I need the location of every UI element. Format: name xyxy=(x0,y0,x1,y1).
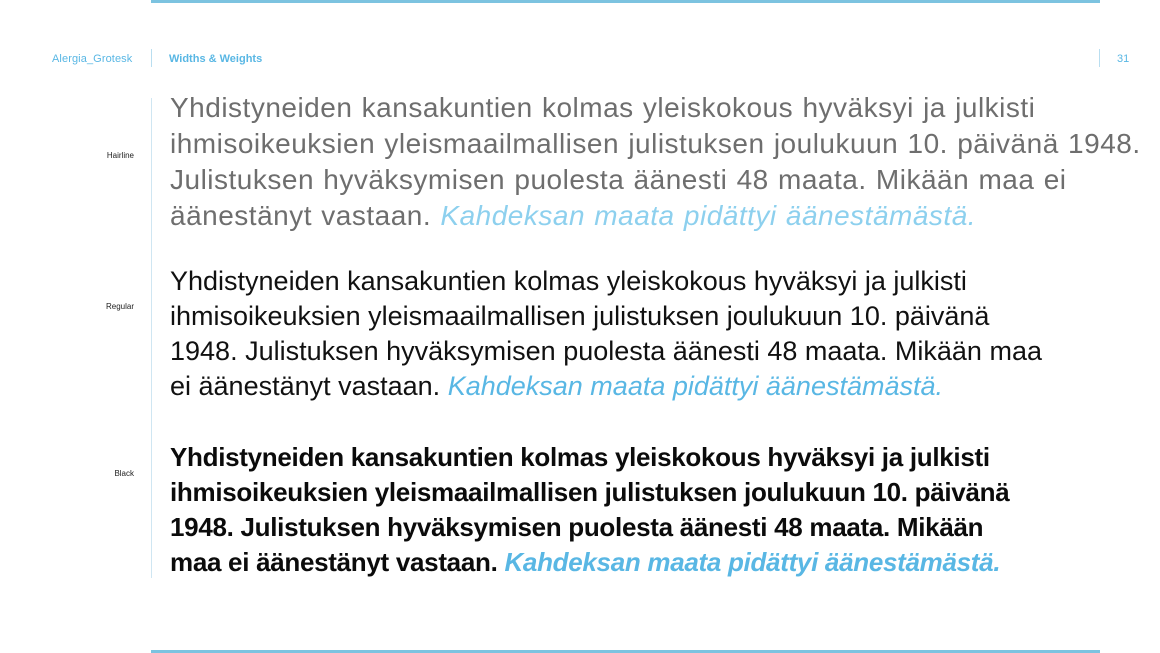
sample-line: ihmisoikeuksien yleismaailmallisen julistuksen joulukuun 10. päivänä 1948. xyxy=(170,128,1141,159)
weight-label-regular: Regular xyxy=(105,302,134,311)
sample-line: Yhdistyneiden kansakuntien kolmas yleiskokous hyväksyi ja julkisti xyxy=(170,442,990,472)
sample-italic-text: Kahdeksan maata pidättyi äänestämästä. xyxy=(504,547,1001,577)
sample-text: maa ei äänestänyt vastaan. xyxy=(170,547,498,577)
sample-line: 1948. Julistuksen hyväksymisen puolesta äänesti 48 maata. Mikään xyxy=(170,512,984,542)
sample-line: 1948. Julistuksen hyväksymisen puolesta äänesti 48 maata. Mikään maa xyxy=(170,336,1042,366)
sample-regular xyxy=(170,264,1115,404)
sample-line: Yhdistyneiden kansakuntien kolmas yleiskokous hyväksyi ja julkisti xyxy=(170,92,1036,123)
header-divider-right xyxy=(1099,49,1100,67)
sample-italic-text: Kahdeksan maata pidättyi äänestämästä. xyxy=(440,200,977,231)
sample-line: ihmisoikeuksien yleismaailmallisen julistuksen joulukuun 10. päivänä xyxy=(170,301,990,331)
font-name-label: Alergia_Grotesk xyxy=(52,53,133,65)
page-number: 31 xyxy=(1117,53,1130,65)
sample-text: ei äänestänyt vastaan. xyxy=(170,371,441,401)
top-rule xyxy=(151,0,1100,3)
content-divider xyxy=(151,98,152,578)
weight-label-hairline: Hairline xyxy=(106,151,134,160)
sample-line-last xyxy=(170,198,1115,234)
sample-italic-text: Kahdeksan maata pidättyi äänestämästä. xyxy=(447,371,944,401)
sample-line-last xyxy=(170,369,1115,404)
sample-line: ihmisoikeuksien yleismaailmallisen julistuksen joulukuun 10. päivänä xyxy=(170,477,1010,507)
sample-text: äänestänyt vastaan. xyxy=(170,200,432,231)
sample-hairline xyxy=(170,90,1141,234)
sample-line: Julistuksen hyväksymisen puolesta äänesti 48 maata. Mikään maa ei xyxy=(170,164,1067,195)
sample-black xyxy=(170,440,1115,580)
weight-label-black: Black xyxy=(114,469,134,478)
sample-line-last xyxy=(170,545,1115,580)
sample-line: Yhdistyneiden kansakuntien kolmas yleiskokous hyväksyi ja julkisti xyxy=(170,266,967,296)
header-divider xyxy=(151,49,152,67)
section-title: Widths & Weights xyxy=(169,53,263,65)
